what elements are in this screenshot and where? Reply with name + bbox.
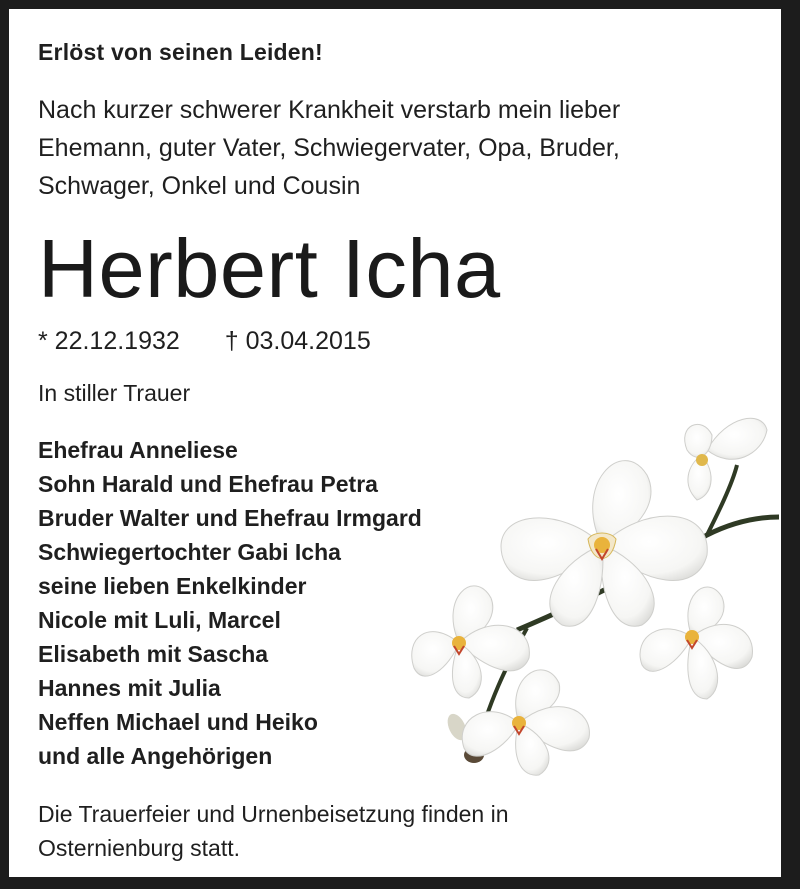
mourner-item: und alle Angehörigen [38,743,273,769]
ceremony-note: Die Trauerfeier und Urnenbeisetzung finden in Osternienburg statt. [38,801,509,861]
mourner-item: Neffen Michael und Heiko [38,709,318,735]
mourner-item: seine lieben Enkelkinder [38,573,307,599]
mourner-item: Bruder Walter und Ehefrau Irmgard [38,505,422,531]
mourner-item: Schwiegertochter Gabi Icha [38,539,341,565]
mourner-item: Nicole mit Luli, Marcel [38,607,281,633]
intro-text: Nach kurzer schwerer Krankheit verstarb mein lieber Ehemann, guter Vater, Schwiegervater, Opa, Bruder, Schwager, Onkel und Cousin [38,96,621,200]
mourners-list [38,433,422,773]
mourner-item: Elisabeth mit Sascha [38,641,269,667]
life-dates [38,327,371,356]
mourner-item: Ehefrau Anneliese [38,437,238,463]
mourning-line: In stiller Trauer [38,380,191,406]
headline: Erlöst von seinen Leiden! [38,39,323,65]
obituary-card [9,9,781,877]
deceased-name: Herbert Icha [38,222,501,315]
death-date: † 03.04.2015 [224,327,371,355]
orchid-image [407,405,781,785]
birth-date: * 22.12.1932 [38,327,180,355]
mourner-item: Sohn Harald und Ehefrau Petra [38,471,378,497]
mourner-item: Hannes mit Julia [38,675,221,701]
